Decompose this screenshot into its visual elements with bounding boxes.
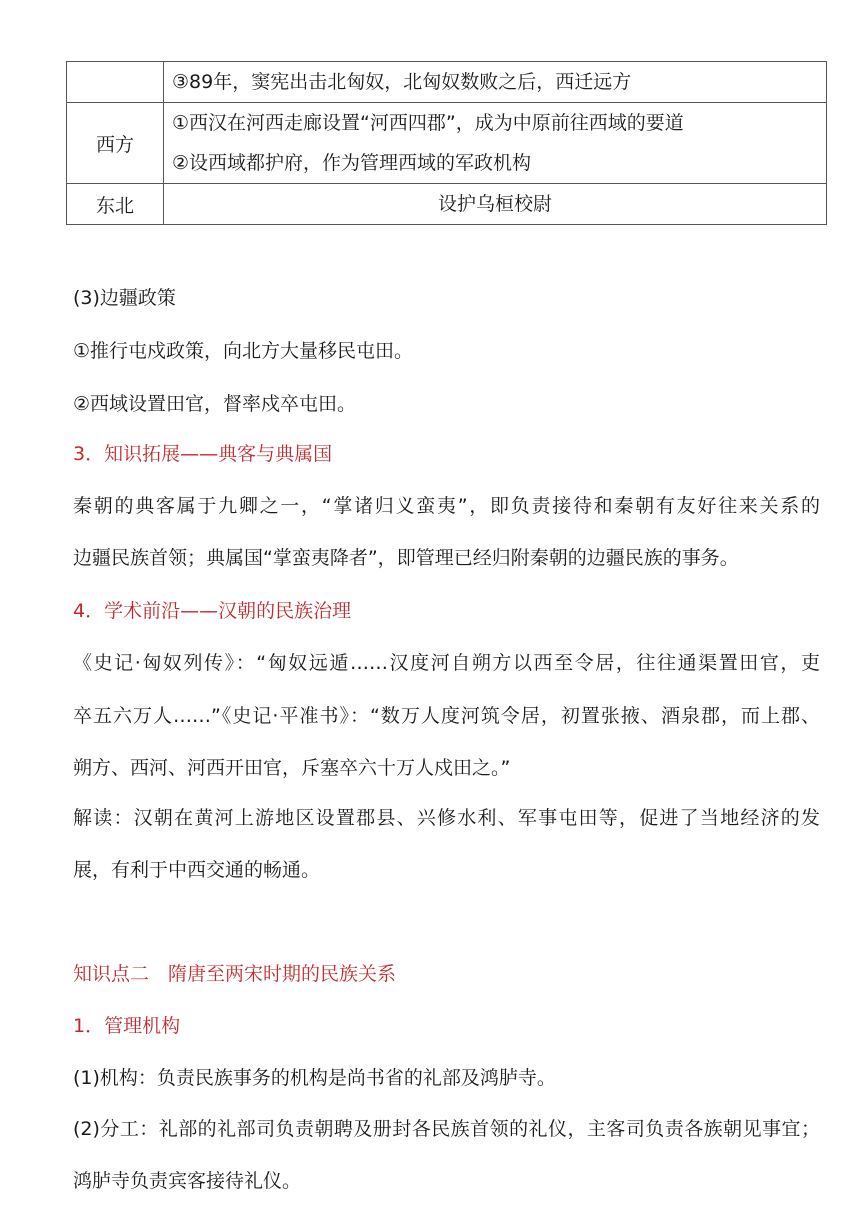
desc-item: ③89年，窦宪出击北匈奴，北匈奴数败之后，西迁远方 (172, 71, 632, 93)
paragraph: 朔方、西河、河西开田官，斥塞卒六十万人戍田之。” (73, 757, 511, 779)
paragraph: 卒五六万人……”《史记·平准书》：“数万人度河筑令居，初置张掖、酒泉郡，而上郡、 (73, 705, 820, 727)
paragraph: 鸿胪寺负责宾客接待礼仪。 (73, 1170, 302, 1192)
paragraph: 解读：汉朝在黄河上游地区设置郡县、兴修水利、军事屯田等，促进了当地经济的发 (73, 807, 820, 829)
paragraph: (2)分工：礼部的礼部司负责朝聘及册封各民族首领的礼仪，主客司负责各族朝见事宜； (73, 1118, 820, 1140)
table-row (67, 184, 827, 225)
desc-cell (164, 62, 827, 103)
table-row (67, 103, 827, 184)
desc-item: 设护乌桓校尉 (437, 193, 552, 215)
region-cell: 西方 (67, 103, 164, 184)
section-heading: 4．学术前沿——汉朝的民族治理 (73, 600, 352, 622)
policy-table (66, 61, 827, 225)
desc-item: ②设西域都护府，作为管理西域的军政机构 (172, 152, 532, 174)
region-cell: 东北 (67, 184, 164, 225)
paragraph: 展，有利于中西交通的畅通。 (73, 859, 321, 881)
paragraph: 秦朝的典客属于九卿之一，“掌诸归义蛮夷”，即负责接待和秦朝有友好往来关系的 (73, 495, 820, 517)
paragraph: ②西域设置田官，督率戍卒屯田。 (73, 393, 357, 415)
desc-item: ①西汉在河西走廊设置“河西四郡”，成为中原前往西域的要道 (172, 112, 684, 134)
paragraph: 边疆民族首领；典属国“掌蛮夷降者”，即管理已经归附秦朝的边疆民族的事务。 (73, 547, 739, 569)
desc-cell (164, 103, 827, 184)
region-cell (67, 62, 164, 103)
section-subheading: 1．管理机构 (73, 1015, 181, 1037)
section-heading: (3)边疆政策 (73, 287, 176, 309)
section-heading: 知识点二 隋唐至两宋时期的民族关系 (73, 963, 397, 985)
paragraph: ①推行屯戍政策，向北方大量移民屯田。 (73, 340, 414, 362)
section-heading: 3．知识拓展——典客与典属国 (73, 443, 333, 465)
paragraph: 《史记·匈奴列传》：“匈奴远遁……汉度河自朔方以西至令居，往往通渠置田官，吏 (73, 652, 820, 674)
desc-cell (164, 184, 827, 225)
paragraph: (1)机构：负责民族事务的机构是尚书省的礼部及鸿胪寺。 (73, 1067, 556, 1089)
table-row (67, 62, 827, 103)
